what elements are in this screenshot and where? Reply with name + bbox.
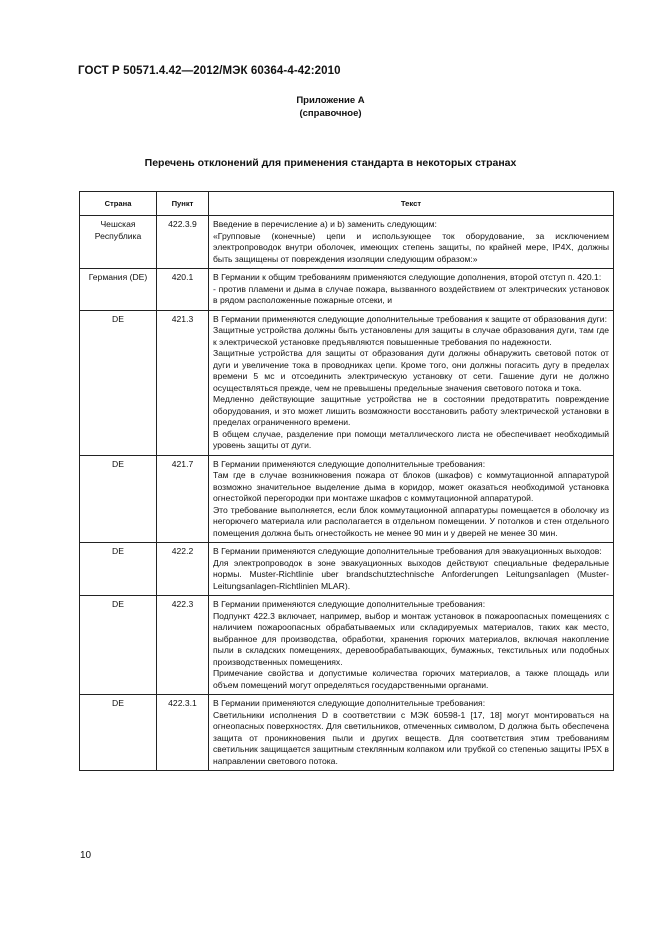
cell-country: DE: [80, 543, 157, 596]
cell-country: DE: [80, 455, 157, 543]
text-paragraph: - против пламени и дыма в случае пожара, вызванного воздействием от электрических установок в рядом расположенные пожарные отсеки, и: [213, 283, 609, 305]
cell-clause: 422.2: [157, 543, 209, 596]
text-paragraph: Защитные устройства должны быть установлены для защиты в случае образования дуги, там где к электрической установке предъявляются повышенные требования по надежности.: [213, 325, 609, 347]
cell-clause: 421.7: [157, 455, 209, 543]
text-paragraph: Введение в перечисление а) и b) заменить следующим:: [213, 219, 437, 229]
column-header-text: Текст: [209, 192, 614, 216]
annex-heading: [0, 94, 661, 120]
text-paragraph: Медленно действующие защитные устройства не в состоянии предотвратить повреждение оборудования, и это может лишить возможности восстановить работу электрической установки в пределах ограниченного времени.: [213, 394, 609, 427]
table-row: [80, 596, 614, 695]
text-paragraph: «Групповые (конечные) цепи и использующее ток оборудование, за исключением электропроводок внутри оболочек, имеющих степень защиты, по крайней мере, IP4X, должны быть защищены от повреждения изоляции следующим образом:»: [213, 230, 609, 264]
table-row: [80, 310, 614, 455]
page-number: 10: [80, 850, 92, 861]
cell-country: DE: [80, 310, 157, 455]
cell-text: [209, 543, 614, 596]
document-header: ГОСТ Р 50571.4.42—2012/МЭК 60364-4-42:2010: [78, 65, 341, 77]
text-paragraph: Там где в случае возникновения пожара от блоков (шкафов) с коммутационной аппаратурой возможно значительное выделение дыма в коридор, может оказаться необходимой установка огнестойкой перегородки при монтаже шкафов с коммутационной аппаратурой.: [213, 470, 609, 503]
cell-country: DE: [80, 596, 157, 695]
text-paragraph: Для электропроводок в зоне эвакуационных выходов действуют специальные федеральные нормы. Muster-Richtlinie uber brandschutztechnische Anforderungen Leitungsanlagen (Muster-Leitungsanlagen-Richtlinien MLAR).: [213, 557, 609, 591]
table-row: [80, 695, 614, 771]
table-row: [80, 455, 614, 543]
text-paragraph: В Германии применяются следующие дополнительные требования к защите от образования дуги:: [213, 313, 607, 324]
annex-title: Приложение А: [296, 95, 365, 106]
cell-clause: 422.3.9: [157, 216, 209, 269]
text-paragraph: Защитные устройства для защиты от образования дуги должны обнаружить световой поток от дуги и увеличение тока в проводниках цепи. Кроме того, они должны погасить дугу в пределах времени 5 мс и отсоединить электрическую установку от сети. Гашение дуги не должно осуществляться прежде, чем не превышены предельные значения светового потока и тока.: [213, 348, 609, 393]
text-paragraph: В Германии применяются следующие дополнительные требования для эвакуационных выходов:: [213, 546, 602, 556]
table-row: [80, 216, 614, 269]
text-paragraph: Светильники исполнения D в соответствии с МЭК 60598-1 [17, 18] могут монтироваться на огнеопасных поверхностях. Для светильников, отмеченных символом, D должна быть обеспечена защита от проникновения пыли и других веществ. Для соответствия этим требованиям светильник защищается защитным стеклянным колпаком или трубкой со степенью защиты IP5X в направлении светового потока.: [213, 709, 609, 766]
cell-clause: 421.3: [157, 310, 209, 455]
cell-text: [209, 310, 614, 455]
cell-clause: 422.3.1: [157, 695, 209, 771]
cell-country: Чешская Республика: [80, 216, 157, 269]
cell-country: Германия (DE): [80, 269, 157, 311]
text-paragraph: В общем случае, разделение при помощи металлического листа не обеспечивает необходимый уровень защиты от дуги.: [213, 428, 609, 450]
cell-text: [209, 455, 614, 543]
text-paragraph: В Германии применяются следующие дополнительные требования:: [213, 458, 486, 469]
text-paragraph: В Германии к общим требованиям применяются следующие дополнения, второй отступ п. 420.1:: [213, 272, 602, 282]
text-paragraph: Это требование выполняется, если блок коммутационной аппаратуры помещается в оболочку из негорючего материала или располагается в отдельном помещении. У потолков и стен отдельного помещения должна быть огнестойкость не менее 90 мин и у дверей не менее 30 мин.: [213, 504, 609, 538]
table-header-row: [80, 192, 614, 216]
deviations-table: [79, 191, 614, 771]
table-row: [80, 269, 614, 311]
annex-type: (справочное): [299, 108, 362, 119]
column-header-country: Страна: [80, 192, 157, 216]
column-header-clause: Пункт: [157, 192, 209, 216]
cell-clause: 422.3: [157, 596, 209, 695]
cell-text: [209, 269, 614, 311]
cell-country: DE: [80, 695, 157, 771]
text-paragraph: Подпункт 422.3 включает, например, выбор и монтаж установок в пожароопасных помещениях с наличием пожароопасных обрабатываемых или складируемых материалов, таких как место, выбранное для производства, обработки, хранения горючих материалов, включая накопление пыли в складских помещениях, деревообрабатывающих, бумажных, текстильных или подобных производственных помещениях.: [213, 610, 609, 667]
table-row: [80, 543, 614, 596]
cell-text: [209, 216, 614, 269]
table-body: [80, 216, 614, 771]
cell-clause: 420.1: [157, 269, 209, 311]
text-paragraph: В Германии применяются следующие дополнительные требования:: [213, 698, 486, 708]
text-paragraph: В Германии применяются следующие дополнительные требования:: [213, 599, 486, 609]
text-paragraph: Примечание свойства и допустимые количества горючих материалов, а также площадь или объем помещений могут определяться государственными органами.: [213, 668, 609, 690]
page-title: Перечень отклонений для применения стандарта в некоторых странах: [144, 157, 517, 169]
cell-text: [209, 695, 614, 771]
cell-text: [209, 596, 614, 695]
